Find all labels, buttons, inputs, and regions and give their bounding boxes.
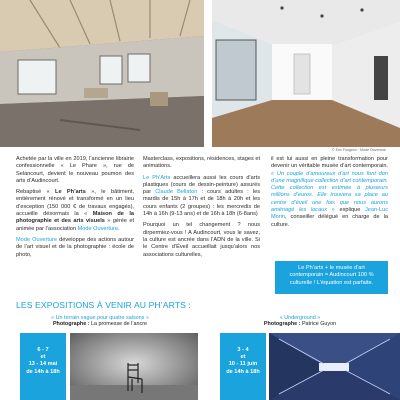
exposition-1-date-1: 6 - 7 (37, 347, 49, 353)
exposition-1-photographer-label: Photographe : (52, 321, 90, 327)
photo-credit: © Eric Fougeux · Mode Ouverture (332, 148, 386, 152)
exposition-1-header (20, 315, 180, 327)
exposition-2-date-2: et (240, 354, 246, 361)
exposition-2-dates (220, 333, 266, 400)
association-text: développe des actions autour de l’art visuel et de la photographie : école de photo, (16, 236, 135, 258)
renovation-photo (0, 0, 204, 147)
expositions-title: LES EXPOSITIONS À VENIR AU PH’ARTS : (16, 300, 191, 310)
highlight-box (275, 261, 388, 294)
underground-photo-graphic (269, 333, 400, 400)
exposition-2-date-4: de 14h à 18h (226, 368, 260, 375)
exposition-1-date-2: et (40, 354, 46, 361)
rename-text-b: », le bâtiment, entièrement rénové et transformé en un lieu d’exception (150 000 € de travaux engagés), accueille désormais la « (16, 189, 134, 218)
highlight-text: Le Ph’arts + le musée d’art contemporain = Audincourt 100 % culturelle ! L’équation est parfaite. (289, 265, 374, 286)
museum-text-c: , conseiller délégué en charge de la culture. (271, 214, 388, 228)
exposition-2-date-1: 3 - 4 (237, 347, 249, 353)
article-column-1 (16, 156, 134, 263)
article-column-2 (143, 156, 260, 263)
rename-paragraph (16, 189, 134, 233)
courses-text-b: : cours adultes : les mardis de 15h à 17h et de 18h à 20h et les cours enfants (2 groupes) : les mercredis de 14h à 16h (9-13 ans) et de 16h à 18h (6-8ans) (143, 189, 261, 218)
activities-text: Masterclass, expositions, résidences, stages et animations. (143, 156, 260, 170)
exposition-2-photographer-name: Patrice Guyon (301, 321, 337, 327)
association-name-2: Mode Ouverture (16, 236, 58, 243)
renovation-photo-graphic (0, 0, 204, 147)
exposition-2-header (220, 315, 380, 327)
exposition-2-photographer-label: Photographe : (263, 321, 301, 327)
teacher-name: Claude Bellaton (155, 189, 198, 196)
exposition-1-photographer-name: La promesse de l’ancre (91, 321, 148, 327)
gallery-photo-graphic (212, 0, 400, 147)
exposition-1-photo (70, 333, 198, 400)
venue-name-2: Le Ph’Arts (143, 174, 171, 181)
speaker-name: Jean-Luc Morin (271, 207, 389, 221)
maison-name: Maison de la photographie et des arts visuels (16, 211, 134, 225)
courses-paragraph (143, 175, 260, 219)
exposition-1-photographer (20, 321, 180, 327)
museum-text: il est lui aussi en pleine transformation pour devenir un véritable musée d’art contemporain. (271, 156, 388, 170)
exposition-2-title: « Underground » (279, 315, 321, 321)
exposition-1-title: « Un terrain vague pour quatre saisons » (51, 315, 149, 321)
exposition-1-date-4: de 14h à 18h (26, 368, 60, 375)
rename-text-a: Rebaptisé « (16, 189, 56, 196)
exposition-1-dates (20, 333, 66, 400)
change-text: Pourquoi un tel changement ? nous dirpermiez-vous ! A Audincourt, vous le savez, la culture est ancrée dans l’ADN de la ville. Si le Centre d’Éveil accueillait jusqu’alors nos associations culturelles, (143, 222, 260, 258)
donation-quote: « Un couple d’amoureux d’art nous font don d’une magnifique collection d’art contemporain. Cette collection est estimée à plusieurs millions d’euros. Elle trouvera sa place au centre d’éveil une fois que nous aurons aménagé les locaux » (271, 170, 388, 214)
activities-paragraph (143, 156, 260, 171)
association-name: Mode Ouverture (77, 225, 118, 232)
museum-text-b: explique (334, 207, 365, 214)
exposition-2-photographer (220, 321, 380, 327)
chair-photo-graphic (70, 333, 198, 400)
change-paragraph (143, 222, 260, 258)
exposition-1-date-3: 13 - 14 mai (28, 361, 58, 368)
article-column-3 (271, 156, 388, 233)
intro-text: Achetée par la ville en 2019, l’ancienne librairie confessionnelle « Le Phare », rue de Selancourt, devient le nouveau poumon des arts d’Audincourt. (16, 156, 134, 184)
exposition-2-date-3: 10 - 11 juin (228, 361, 258, 368)
museum-paragraph (271, 156, 388, 229)
venue-name: Le Ph’arts (55, 189, 86, 196)
courses-text-a: accueillera aussi les cours d’arts plastiques (cours de dessin-peinture) assurés par (143, 174, 260, 196)
exposition-2-photo (269, 333, 400, 400)
intro-paragraph (16, 156, 134, 185)
gallery-photo (212, 0, 400, 147)
association-paragraph (16, 237, 134, 259)
rename-text-d: . (118, 225, 120, 232)
rename-text-c: » gérée et animée par l’association (16, 218, 135, 232)
